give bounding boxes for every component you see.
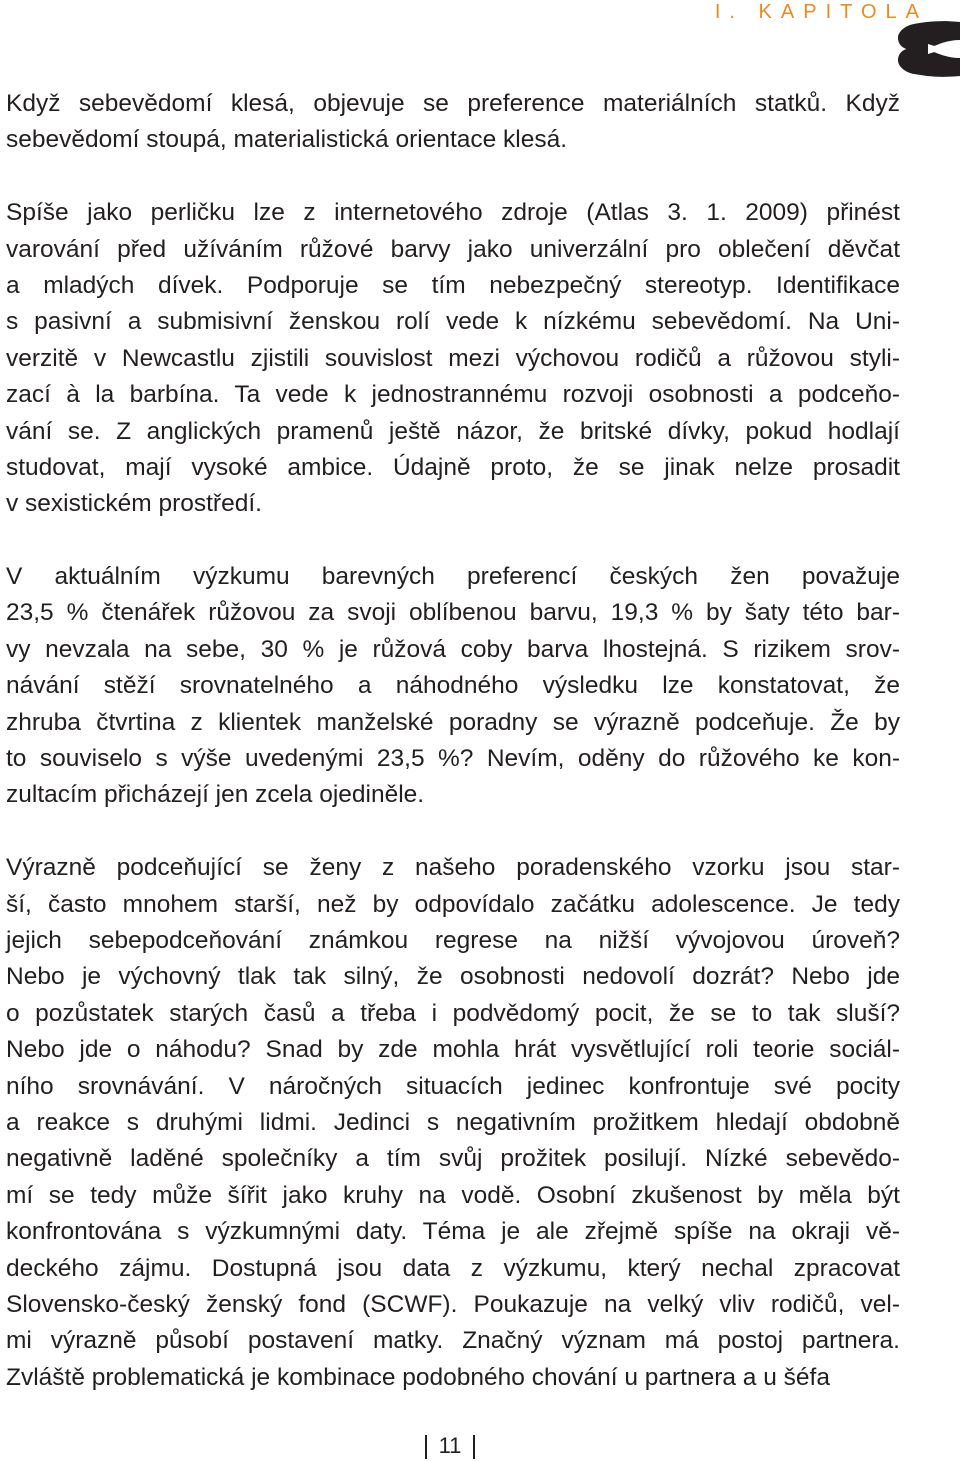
text-line: Výrazně podceňující se ženy z našeho poradenského vzorku jsou star-: [6, 854, 900, 882]
text-line: návání stěží srovnatelného a náhodného výsledku lze konstatovat, že: [6, 672, 900, 700]
text-line: Spíše jako perličku lze z internetového zdroje (Atlas 3. 1. 2009) přinést: [6, 199, 900, 227]
text-line: s pasivní a submisivní ženskou rolí vede k nízkému sebevědomí. Na Uni-: [6, 308, 900, 336]
text-line: o pozůstatek starých časů a třeba i podvědomý pocit, že se to tak sluší?: [6, 999, 900, 1027]
page-number-right-rule: [473, 1435, 475, 1459]
text-line: 23,5 % čtenářek růžovou za svoji oblíbenou barvu, 19,3 % by šaty této bar-: [6, 599, 900, 627]
text-line: ší, často mnohem starší, než by odpovídalo začátku adolescence. Je tedy: [6, 890, 900, 918]
text-line: vy nevzala na sebe, 30 % je růžová coby barva lhostejná. S rizikem srov-: [6, 635, 900, 663]
text-line: mí se tedy může šířit jako kruhy na vodě. Osobní zkušenost by měla být: [6, 1181, 900, 1209]
chapter-mark-icon: [898, 18, 960, 80]
text-line: ního srovnávání. V náročných situacích jedinec konfrontuje své pocity: [6, 1072, 900, 1100]
text-line: Slovensko-český ženský fond (SCWF). Poukazuje na velký vliv rodičů, vel-: [6, 1290, 900, 1318]
page-number: [0, 1432, 900, 1460]
text-line: verzitě v Newcastlu zjistili souvislost mezi výchovou rodičů a růžovou styli-: [6, 344, 900, 372]
text-line: konfrontována s výzkumnými daty. Téma je ale zřejmě spíše na okraji vě-: [6, 1218, 900, 1246]
text-line: Když sebevědomí klesá, objevuje se preference materiálních statků. Když: [6, 90, 900, 117]
text-line: zultacím přicházejí jen zcela ojediněle.: [6, 781, 425, 809]
text-line: mi výrazně působí postavení matky. Značný význam má postoj partnera.: [6, 1327, 900, 1355]
text-line: V aktuálním výzkumu barevných preferencí českých žen považuje: [6, 563, 900, 591]
text-line: deckého zájmu. Dostupná jsou data z výzkumu, který nechal zpracovat: [6, 1254, 900, 1282]
paragraph-1: [6, 86, 900, 159]
paragraph-3: [6, 559, 900, 814]
text-line: Nebo je výchovný tlak tak silný, že osobnosti nedovolí dozrát? Nebo jde: [6, 963, 900, 991]
paragraph-2: [6, 195, 900, 523]
text-line: sebevědomí stoupá, materialistická orientace klesá.: [6, 126, 568, 154]
page-number-value: 11: [438, 1433, 462, 1458]
text-line: negativně laděné společníky a tím svůj prožitek posilují. Nízké sebevědo-: [6, 1145, 900, 1173]
text-line: v sexistickém prostředí.: [6, 490, 262, 518]
text-line: studovat, mají vysoké ambice. Údajně proto, že se jinak nelze prosadit: [6, 453, 900, 481]
text-line: a reakce s druhými lidmi. Jedinci s negativním prožitkem hledají obdobně: [6, 1108, 900, 1136]
body-text: [6, 86, 900, 1396]
page-number-left-rule: [425, 1435, 427, 1459]
paragraph-4: [6, 850, 900, 1396]
text-line: zací à la barbína. Ta vede k jednostrannému rozvoji osobnosti a podceňo-: [6, 381, 900, 409]
text-line: a mladých dívek. Podporuje se tím nebezpečný stereotyp. Identifikace: [6, 271, 900, 299]
text-line: zhruba čtvrtina z klientek manželské poradny se výrazně podceňuje. Že by: [6, 708, 900, 736]
text-line: varování před užíváním růžové barvy jako univerzální pro oblečení děvčat: [6, 235, 900, 263]
text-line: jejich sebepodceňování známkou regrese na nižší vývojovou úroveň?: [6, 926, 900, 954]
text-line: Nebo jde o náhodu? Snad by zde mohla hrát vysvětlující roli teorie sociál-: [6, 1036, 900, 1064]
text-line: Zvláště problematická je kombinace podobného chování u partnera a u šéfa: [6, 1363, 830, 1391]
text-line: vání se. Z anglických pramenů ještě názor, že britské dívky, pokud hodlají: [6, 417, 900, 445]
chapter-header: I. KAPITOLA: [714, 1, 928, 23]
text-line: to souviselo s výše uvedenými 23,5 %? Nevím, oděny do růžového ke kon-: [6, 745, 900, 773]
